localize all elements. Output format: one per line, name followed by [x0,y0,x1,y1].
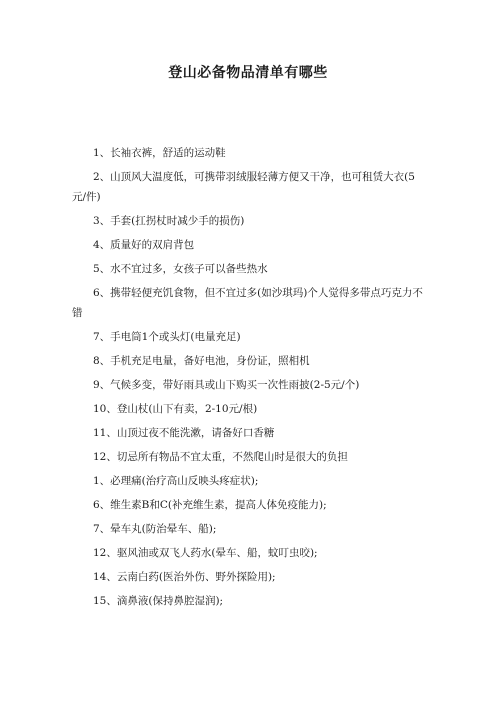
list-item: 8、手机充足电量，备好电池，身份证，照相机 [93,355,310,367]
list-item: 1、必理痛(治疗高山反映头疼症状); [93,475,259,487]
checklist [72,143,428,615]
list-item: 5、水不宜过多，女孩子可以备些热水 [93,263,268,275]
list-item: 6、携带轻便充饥食物，但不宜过多(如沙琪玛)个人觉得多带点巧克力不错 [72,287,423,319]
list-item: 3、手套(扛拐杖时减少手的损伤) [93,215,245,227]
list-item: 12、切忌所有物品不宜太重，不然爬山时是很大的负担 [93,451,348,463]
list-item: 15、滴鼻液(保持鼻腔湿润); [93,595,224,607]
list-item: 12、驱风油或双飞人药水(晕车、船，蚊叮虫咬); [93,547,318,559]
list-item: 11、山顶过夜不能洗漱，请备好口香糖 [93,427,275,439]
list-item: 10、登山杖(山下有卖，2-10元/根) [93,403,258,415]
list-item: 7、晕车丸(防治晕车、船); [93,523,217,535]
list-item: 9、气候多变，带好雨具或山下购买一次性雨披(2-5元/个) [93,379,360,391]
list-item: 6、维生素B和C(补充维生素，提高人体免疫能力); [93,499,327,511]
list-item: 14、云南白药(医治外伤、野外探险用); [93,571,276,583]
list-item: 1、长袖衣裤，舒适的运动鞋 [93,147,226,159]
list-item: 4、质量好的双肩背包 [93,239,195,251]
list-item: 7、手电筒1个或头灯(电量充足) [93,331,241,343]
list-item: 2、山顶风大温度低，可携带羽绒服轻薄方便又干净，也可租赁大衣(5元/件) [72,171,415,203]
document-title: 登山必备物品清单有哪些 [168,65,328,81]
